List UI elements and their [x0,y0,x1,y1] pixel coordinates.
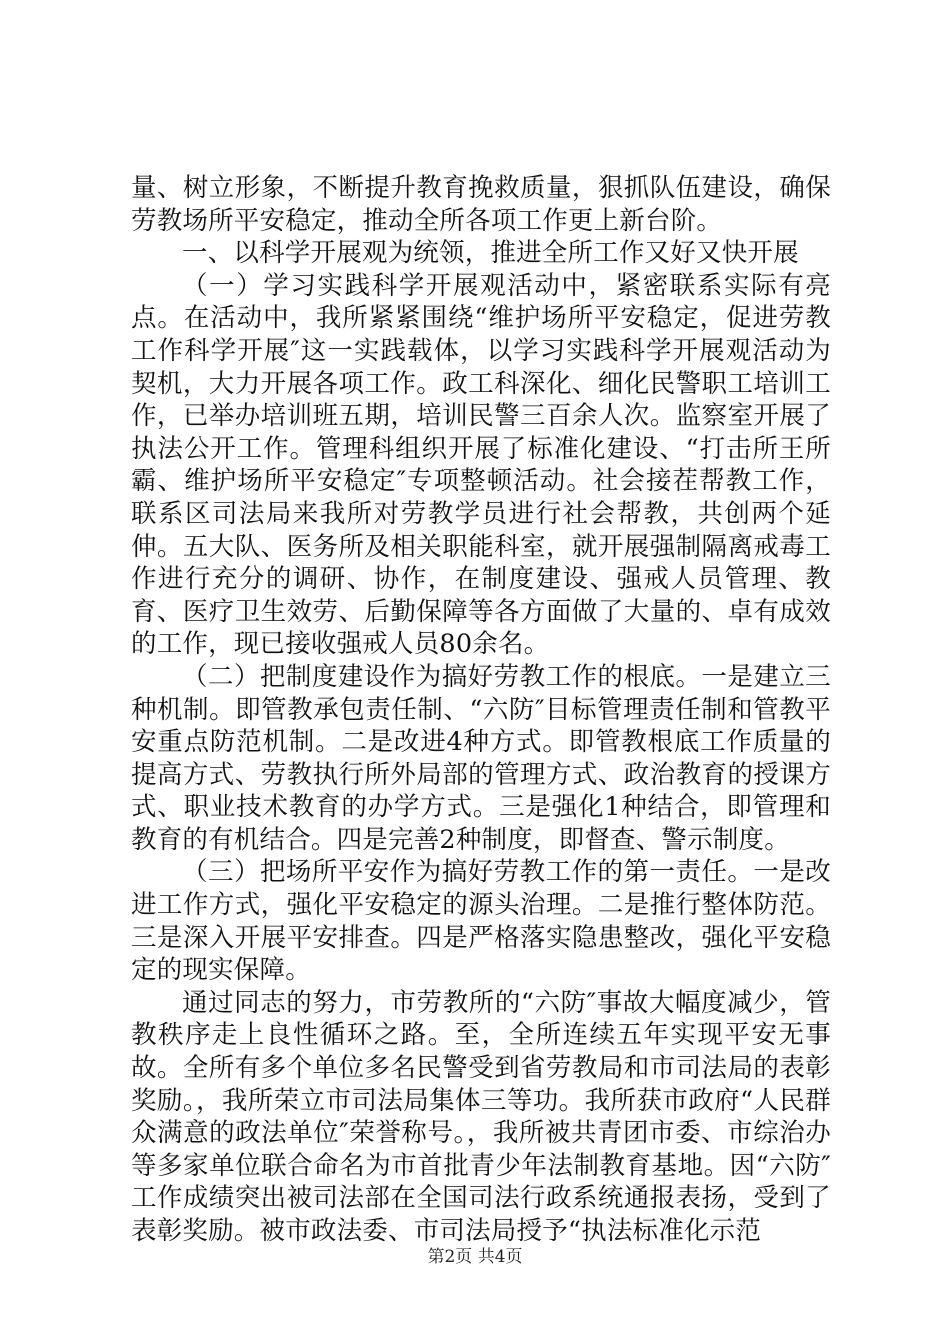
section-heading: 一、以科学开展观为统领，推进全所工作又好又快开展 [182,238,799,269]
body-paragraph: 通过同志的努力，市劳教所的“六防″事故大幅度减少，管教秩序走上良性循环之路。至，全所连续五年实现平安无事故。全所有多个单位多名民警受到省劳教局和市司法局的表彰奖励。，我所荣立市司法局集体三等功。我所获市政府“人民群众满意的政法单位″荣誉称号。，我所被共青团市委、市综治办等多家单位联合命名为市首批青少年法制教育基地。因“六防″工作成绩突出被司法部在全国司法行政系统通报表扬，受到了表彰奖励。被市政法委、市司法局授予“执法标准化示范 [131,987,831,1246]
body-paragraph: 量、树立形象，不断提升教育挽救质量，狠抓队伍建设，确保劳教场所平安稳定，推动全所各项工作更上新台阶。 [131,173,831,236]
document-body [131,172,831,1248]
body-paragraph: （一）学习实践科学开展观活动中，紧密联系实际有亮点。在活动中，我所紧紧围绕“维护场所平安稳定，促进劳教工作科学开展″这一实践载体，以学习实践科学开展观活动为契机，大力开展各项工作。政工科深化、细化民警职工培训工作，已举办培训班五期，培训民警三百余人次。监察室开展了执法公开工作。管理科组织开展了标准化建设、“打击所王所霸、维护场所平安稳定″专项整顿活动。社会接茬帮教工作，联系区司法局来我所对劳教学员进行社会帮教，共创两个延伸。五大队、医务所及相关职能科室，就开展强制隔离戒毒工作进行充分的调研、协作，在制度建设、强戒人员管理、教育、医疗卫生效劳、后勤保障等各方面做了大量的、卓有成效的工作，现已接收强戒人员80余名。 [131,270,831,660]
body-paragraph: （二）把制度建设作为搞好劳教工作的根底。一是建立三种机制。即管教承包责任制、“六防″目标管理责任制和管教平安重点防范机制。二是改进4种方式。即管教根底工作质量的提高方式、劳教执行所外局部的管理方式、政治教育的授课方式、职业技术教育的办学方式。三是强化1种结合，即管理和教育的有机结合。四是完善2种制度，即督查、警示制度。 [131,661,831,855]
body-paragraph: （三）把场所平安作为搞好劳教工作的第一责任。一是改进工作方式，强化平安稳定的源头治理。二是推行整体防范。三是深入开展平安排查。四是严格落实隐患整改，强化平安稳定的现实保障。 [131,857,831,986]
page-number-footer: 第2页 共4页 [427,1247,523,1267]
